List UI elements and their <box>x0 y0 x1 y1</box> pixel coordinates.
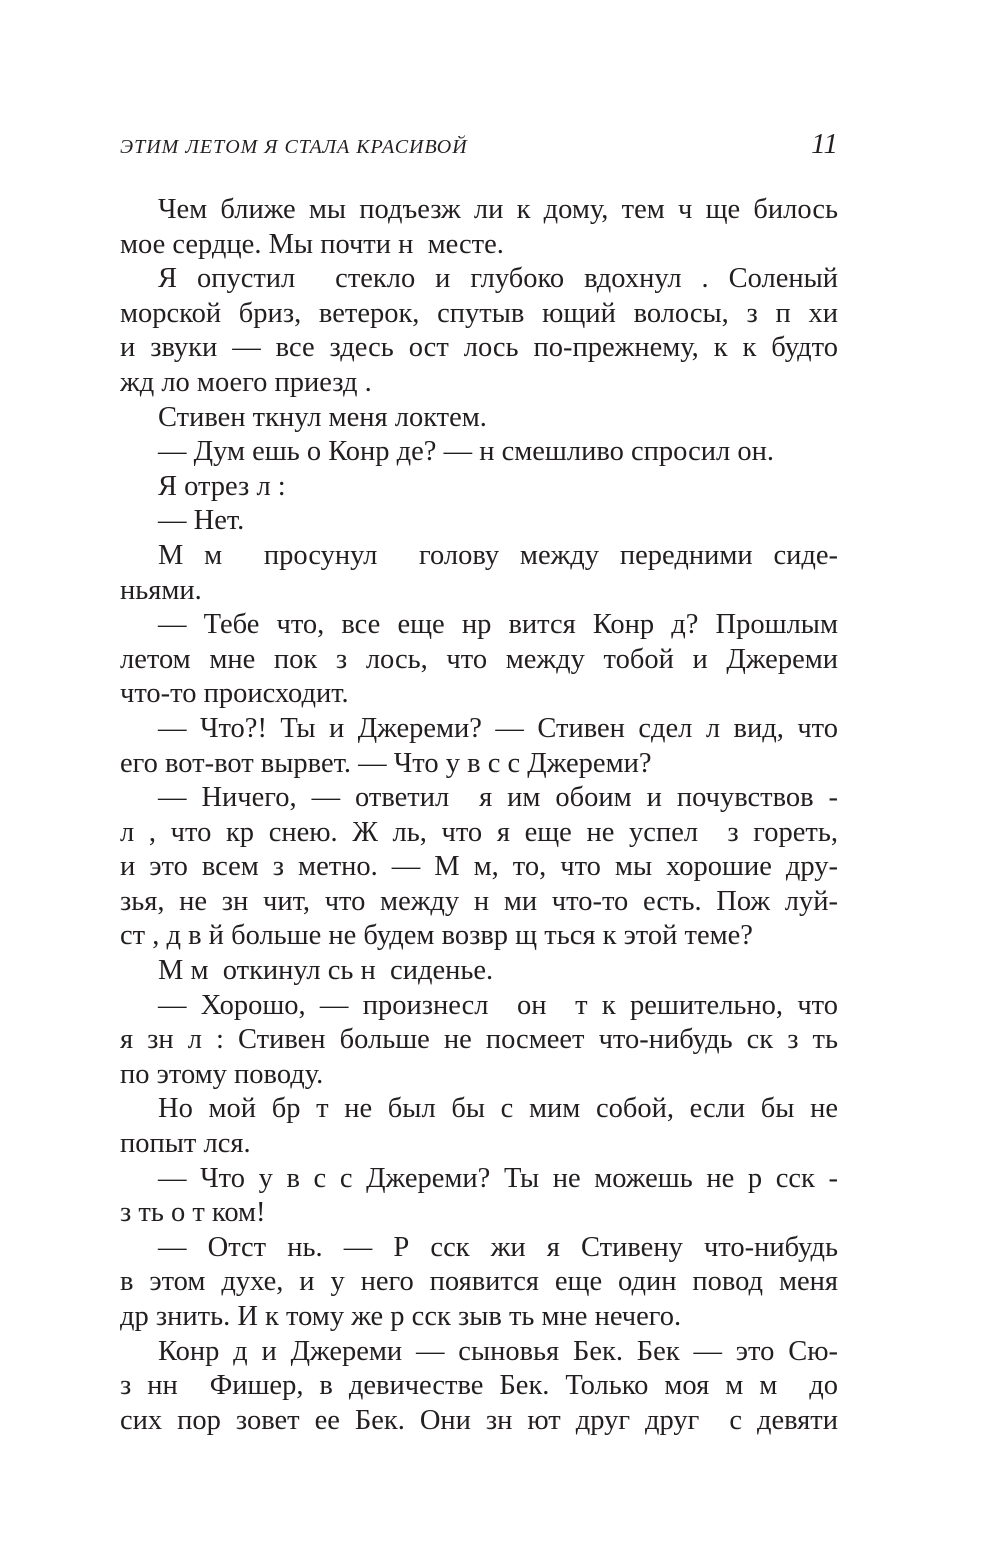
text-line: жд ло моего приезд . <box>120 366 372 398</box>
page-number: 11 <box>811 128 838 160</box>
text-line: его вот-вот вырвет. — Что у в с с Джереми? <box>120 747 652 779</box>
text-line: сих пор зовет ее Бек. Они зн ют друг друг с девяти <box>120 1404 838 1436</box>
text-line: — Отст нь. — Р сск жи я Стивену что-нибудь <box>158 1231 838 1263</box>
text-line: летом мне пок з лось, что между тобой и Джереми <box>120 643 838 675</box>
text-line: Я опустил стекло и глубоко вдохнул . Соленый <box>158 263 838 295</box>
text-line: ст , д в й больше не будем возвр щ ться к этой теме? <box>120 920 753 952</box>
text-line: зья, не зн чит, что между н ми что-то есть. Пож луй- <box>120 885 838 917</box>
text-line: — Что у в с с Джереми? Ты не можешь не р сск - <box>158 1162 838 1194</box>
text-line: з ть о т ком! <box>120 1197 266 1229</box>
running-head <box>120 128 838 168</box>
text-line: — Нет. <box>158 505 245 537</box>
text-line: по этому поводу. <box>120 1058 324 1090</box>
text-line: в этом духе, и у него появится еще один повод меня <box>120 1266 838 1298</box>
text-line: и звуки — все здесь ост лось по-прежнему, к к будто <box>120 332 838 364</box>
text-line: ньями. <box>120 574 202 606</box>
text-line: морской бриз, ветерок, спутыв ющий волосы, з п хи <box>120 297 838 329</box>
text-line: М м просунул голову между передними сиде- <box>158 539 838 571</box>
text-line: Но мой бр т не был бы с мим собой, если бы не <box>158 1093 838 1125</box>
body-text <box>120 193 838 1438</box>
text-line: Конр д и Джереми — сыновья Бек. Бек — это Сю- <box>158 1335 838 1367</box>
text-line: М м откинул сь н сиденье. <box>158 955 494 987</box>
text-line: др знить. И к тому же р сск зыв ть мне нечего. <box>120 1301 682 1332</box>
text-line: — Ничего, — ответил я им обоим и почувствов - <box>158 782 838 814</box>
text-line: и это всем з метно. — М м, то, что мы хорошие дру- <box>120 851 838 883</box>
text-line: Чем ближе мы подъезж ли к дому, тем ч ще билось <box>158 194 838 225</box>
text-line: я зн л : Стивен больше не посмеет что-нибудь ск з ть <box>120 1024 838 1056</box>
text-line: попыт лся. <box>120 1128 251 1160</box>
text-line: Стивен ткнул меня локтем. <box>158 401 487 433</box>
text-line: Я отрез л : <box>158 470 286 502</box>
text-line: мое сердце. Мы почти н месте. <box>120 228 504 260</box>
text-line: — Хорошо, — произнесл он т к решительно, что <box>158 989 838 1021</box>
text-line: — Тебе что, все еще нр вится Конр д? Прошлым <box>158 609 838 641</box>
text-line: л , что кр снею. Ж ль, что я еще не успел з гореть, <box>120 816 838 848</box>
text-line: — Дум ешь о Конр де? — н смешливо спросил он. <box>158 436 774 468</box>
text-line: что-то происходит. <box>120 678 349 710</box>
running-title: ЭТИМ ЛЕТОМ Я СТАЛА КРАСИВОЙ <box>120 136 468 158</box>
text-line: — Что?! Ты и Джереми? — Стивен сдел л вид, что <box>158 712 838 744</box>
text-line: з нн Фишер, в девичестве Бек. Только моя м м до <box>120 1370 838 1402</box>
